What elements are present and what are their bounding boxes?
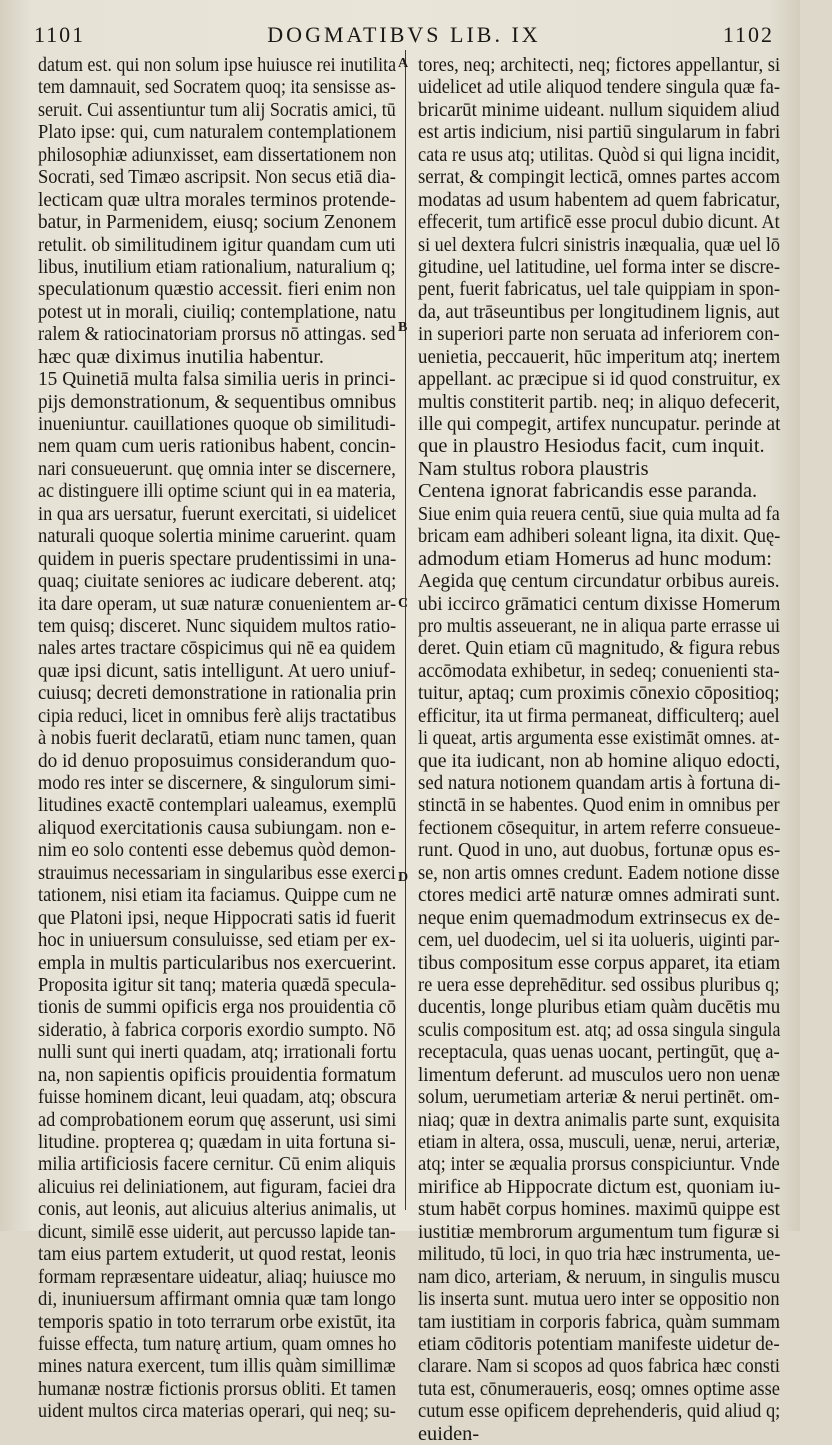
text-line: naturali quoque solertia minime caruerint. quam xyxy=(38,525,396,548)
text-line: limentum deferunt. ad musculos uero non uenæ xyxy=(418,1063,780,1086)
text-line: tem quisq; disceret. Nunc siquidem multos ratio- xyxy=(38,614,397,637)
text-line: litudines exactē contemplari ualeamus, exemplū xyxy=(38,794,397,817)
text-line: uenietia, peccauerit, hūc imperitum atq; inertem xyxy=(418,345,781,368)
text-line: fuisse hominem dicant, leui quadam, atq; obscura xyxy=(38,1086,397,1109)
text-line: in qua ars uersatur, fuerunt exercitati, si uidelicet xyxy=(38,502,397,525)
text-line: ad comprobationem eorum quę asserunt, usi simi xyxy=(38,1108,397,1131)
text-line: tationem, nisi etiam ita faciamus. Quippe cum ne xyxy=(38,884,397,907)
text-line: inueniuntur. cauillationes quoque ob similitudi- xyxy=(38,413,396,435)
text-line: stum habēt corpus homines. maximū quippe est xyxy=(418,1198,780,1221)
text-line: empla in multis particularibus nos exercuerint. xyxy=(38,951,397,974)
text-line: nam dico, arteriam, & neruum, in singulis muscu xyxy=(418,1265,780,1288)
text-line: pijs demonstrationum, & sequentibus omnibus xyxy=(38,390,397,413)
text-line: que in plaustro Hesiodus facit, cum inquit. xyxy=(418,435,765,458)
text-line: ducentis, longe pluribus etiam quàm ducētis mu xyxy=(418,996,781,1019)
text-line: que Platoni ipsi, neque Hippocrati satis id fuerit xyxy=(38,906,396,929)
text-line: sculis compositum est. atq; ad ossa singula singula xyxy=(418,1018,781,1041)
text-line: do id denuo proposuimus considerandum quo- xyxy=(38,749,396,772)
text-line: nulli sunt qui inerti quadam, atq; irrationali fortu xyxy=(38,1041,397,1064)
text-line: serrat, & compingit lecticā, omnes partes accom xyxy=(418,166,780,189)
text-line: Aegida quę centum circundatur orbibus aureis. xyxy=(418,570,780,593)
text-line: strauimus necessariam in singularibus esse exerci xyxy=(38,861,396,884)
text-line: si uel dextera fulcri sinistris inæqualia, quæ uel lō xyxy=(418,233,781,256)
text-line: iustitiæ membrorum argumentum tum figuræ si xyxy=(418,1220,780,1243)
text-line: speculationum quæstio accessit. fieri enim non xyxy=(38,278,396,301)
text-line: sed natura notionem quandam artis à fortuna di- xyxy=(418,772,781,794)
text-line: in superiori parte non seruata ad inferiorem con- xyxy=(418,323,780,346)
text-line: Nam stultus robora plaustris xyxy=(418,457,649,480)
text-line: à nobis fuerit declaratū, etiam nunc tamen, quan xyxy=(38,727,397,750)
text-line: accōmodata exhibetur, in sedeq; conuenienti sta- xyxy=(418,659,780,682)
text-line: libus, inutilium etiam rationalium, naturalium q; xyxy=(38,255,396,278)
text-line: tionis de summi opificis erga nos prouidentia cō xyxy=(38,996,397,1019)
text-line: da, aut trāseuntibus per longitudinem lignis, aut xyxy=(418,300,780,323)
text-line: Socrati, sed Timæo ascripsit. Non secus etiā dia- xyxy=(38,166,396,189)
text-line: nales artes tractare cōspicimus qui nē ea quidem xyxy=(38,637,396,660)
text-line: alicuius rei deliniationem, aut figuram, faciei dra xyxy=(38,1175,396,1198)
column-divider xyxy=(405,50,406,1210)
text-line: cem, uel duodecim, uel si ita uolueris, uiginti par- xyxy=(418,929,780,952)
text-line: tuitur, aptaq; cum proximis cōnexio cōpositioq; xyxy=(418,682,780,705)
text-line: tores, neq; architecti, neq; fictores appellantur, si xyxy=(418,54,781,76)
left-text-column xyxy=(38,54,396,1423)
text-line: li queat, artis argumenta esse existimāt omnes. at- xyxy=(418,727,780,750)
margin-marker-a: A xyxy=(398,56,409,71)
text-line: stinctā in se habentes. Quod enim in omnibus per xyxy=(418,794,780,817)
text-line: mirifice ab Hippocrate dictum est, quoniam iu- xyxy=(418,1175,781,1198)
text-line: litudine. propterea q; quædam in uita fortuna si- xyxy=(38,1131,396,1153)
margin-marker-b: B xyxy=(398,320,408,335)
text-line: cipia reduci, licet in omnibus ferè alijs tractatibus xyxy=(38,704,397,727)
text-line: tam eius partem extuderit, ut quod restat, leonis xyxy=(38,1243,396,1266)
text-line: milia artificiosis facere cernitur. Cū enim aliquis xyxy=(38,1153,396,1176)
right-text-column xyxy=(418,54,780,1445)
text-line: cutum esse opificem deprehenderis, quid aliud q; xyxy=(418,1400,781,1423)
text-line: tam iustitiam in corporis fabrica, quàm summam xyxy=(418,1310,780,1333)
text-line: pent, fuerit fabricatus, uel tale quippiam in spon- xyxy=(418,278,781,301)
text-line: atq; inter se æqualia prorsus conspiciuntur. Vnde xyxy=(418,1153,780,1176)
text-line: seruit. Cui assentiuntur tum alij Socratis amici, tū xyxy=(38,98,396,121)
text-line: cuiusq; decreti demonstratione in rationalia prin xyxy=(38,682,397,705)
page-number-right: 1102 xyxy=(722,22,774,47)
running-title: DOGMATIBVS LIB. IX xyxy=(267,22,541,47)
text-line: neque enim quemadmodum extrinsecus ex de- xyxy=(418,906,780,929)
text-line: receptacula, quas uenas uocant, pertingūt, quę a- xyxy=(418,1041,780,1064)
text-line: fuisse effecta, tum naturę artium, quam omnes ho xyxy=(38,1332,397,1355)
text-line: etiam in altera, ossa, musculi, uenæ, nerui, arteriæ, xyxy=(418,1131,780,1153)
text-line: militudo, tū loci, in quo tria hæc instrumenta, ue- xyxy=(418,1243,781,1266)
text-line: re uera esse deprehēditur. sed ossibus pluribus q; xyxy=(418,973,780,996)
text-line: ubi iccirco grāmatici centum dixisse Homerum xyxy=(418,592,781,615)
text-line: modo res inter se discernere, & singulorum simi- xyxy=(38,772,396,794)
text-line: batur, in Parmenidem, eiusq; socium Zenonem xyxy=(38,211,397,234)
text-line: se, non artis omnes credunt. Eadem notione disse xyxy=(418,861,780,884)
text-line: solum, uerumetiam arteriæ & nerui pertinēt. om- xyxy=(418,1086,780,1109)
text-line: ita dare operam, ut suæ naturæ conuenientem ar- xyxy=(38,592,397,615)
text-line: nim eo solo contenti esse debemus quòd demon- xyxy=(38,839,396,862)
text-line: Plato ipse: qui, cum naturalem contemplationem xyxy=(38,121,397,144)
text-line: datum est. qui non solum ipse huiusce rei inutilita xyxy=(38,54,397,76)
page-number-left: 1101 xyxy=(34,22,86,47)
text-line: etiam cōditoris potentiam manifeste uidetur de- xyxy=(418,1332,780,1355)
text-line: bricarūt minime uideant. nullum siquidem aliud xyxy=(418,98,780,121)
text-line: na, non sapientis opificis prouidentia formatum xyxy=(38,1063,397,1086)
text-line: dicunt, similē esse uiderit, aut percusso lapide tan- xyxy=(38,1220,396,1243)
text-line: bricam eam adhiberi soleant ligna, ita dixit. Quę- xyxy=(418,525,781,548)
text-line: que ita iudicant, non ab homine aliquo edocti, xyxy=(418,749,781,772)
text-line: potest ut in morali, ciuiliq; contemplatione, natu xyxy=(38,300,396,323)
text-line: Centena ignorat fabricandis esse paranda. xyxy=(418,480,758,503)
text-line: nari consueuerunt. quę omnia inter se discernere, xyxy=(38,457,396,480)
text-line: gitudine, uel latitudine, uel forma inter se discre- xyxy=(418,255,781,278)
text-line: conis, aut leonis, aut alicuius alterius animalis, ut xyxy=(38,1198,396,1221)
text-line: quæ ipsi dicunt, satis intelligunt. At uero uniuf- xyxy=(38,659,396,682)
text-line: pro multis asseuerant, ne in aliqua parte errasse ui xyxy=(418,614,781,637)
text-line: modatas ad usum habentem ad quem fabricatur, xyxy=(418,188,781,211)
text-line: lis inserta sunt. mutua uero inter se oppositio non xyxy=(418,1288,780,1311)
running-header xyxy=(34,22,774,56)
text-line: multis constiterit partib. neq; in aliquo defecerit, xyxy=(418,390,781,413)
text-line: sideratio, à fabrica corporis exordio sumpto. Nō xyxy=(38,1018,396,1041)
text-line: efficitur, ita ut firma permaneat, difficulterq; auel xyxy=(418,704,780,727)
text-line: deret. Quin etiam cū magnitudo, & figura rebus xyxy=(418,637,780,660)
text-line: tibus compositum esse corpus apparet, ita etiam xyxy=(418,951,781,974)
text-line: lecticam quæ ultra morales terminos protende- xyxy=(38,188,396,211)
text-line: clarare. Nam si scopos ad quos fabrica hæc consti xyxy=(418,1355,780,1378)
text-line: ille qui compegit, artifex nuncupatur. perinde at xyxy=(418,413,781,435)
text-line: nem quam cum ueris rationibus habent, concin- xyxy=(38,435,396,458)
text-line: tem damnauit, sed Socratem quoq; ita sensisse as- xyxy=(38,76,396,99)
text-line: quaq; ciuitate seniores ac iudicare deberent. atq; xyxy=(38,570,397,593)
text-line: admodum etiam Homerus ad hunc modum: xyxy=(418,547,772,570)
text-line: euiden- xyxy=(418,1422,480,1445)
text-line: Siue enim quia reuera centū, siue quia multa ad fa xyxy=(418,502,780,525)
text-line: formam repræsentare uideatur, aliaq; huiusce mo xyxy=(38,1265,396,1288)
text-line: mines natura exercent, tum illis quàm simillimæ xyxy=(38,1355,396,1378)
text-line: philosophiæ adiunxisset, eam dissertationem non xyxy=(38,143,397,166)
text-line: hæc quæ diximus inutilia habentur. xyxy=(38,345,325,368)
margin-marker-c: C xyxy=(398,596,409,611)
text-line: ralem & ratiocinatoriam prorsus nō attingas. sed xyxy=(38,323,396,346)
text-line: uidelicet ad utile aliquod tendere singula quæ fa- xyxy=(418,76,781,99)
text-line: ctores medici artē naturæ omnes admirati sunt. xyxy=(418,884,781,907)
text-line: cata re usus atq; utilitas. Quòd si qui ligna incidit, xyxy=(418,143,780,166)
text-line: ac distinguere illi optime sciunt qui in ea materia, xyxy=(38,480,396,503)
text-line: uident multos circa materias operari, qui neq; su- xyxy=(38,1400,396,1423)
text-line: effecerit, tum artificē esse procul dubio dicunt. At xyxy=(418,211,780,234)
text-line: hoc in uniuersum consuluisse, sed etiam per ex- xyxy=(38,929,396,952)
text-line: appellant. ac præcipue si id quod construitur, ex xyxy=(418,368,781,391)
text-line: quidem in pueris spectare prudentissimi in una- xyxy=(38,547,397,570)
text-line: est artis indicium, nisi partiū singularum in fabri xyxy=(418,121,781,144)
text-line: aliquod exercitationis causa subiungam. non e- xyxy=(38,816,396,839)
text-line: retulit. ob similitudinem igitur quandam cum uti xyxy=(38,233,396,256)
margin-marker-d: D xyxy=(398,870,409,885)
text-line: humanæ nostræ fictionis prorsus obliti. Et tamen xyxy=(38,1377,397,1400)
text-line: runt. Quod in uno, aut duobus, fortunæ opus es- xyxy=(418,839,781,862)
text-line: fectionem cōsequitur, in artem referre consueue- xyxy=(418,816,781,839)
text-line: niaq; quæ in dextra animalis parte sunt, exquisita xyxy=(418,1108,780,1131)
text-line: 15 Quinetiā multa falsa similia ueris in princi- xyxy=(38,368,396,391)
text-line: temporis spatio in toto terrarum orbe existūt, ita xyxy=(38,1310,396,1333)
text-line: Proposita igitur sit tanq; materia quædā specula- xyxy=(38,973,397,996)
text-line: tuta est, cōnumeraueris, eosq; omnes optime asse xyxy=(418,1377,780,1400)
text-line: di, inuniuersum affirmant omnia quæ tam longo xyxy=(38,1288,396,1311)
